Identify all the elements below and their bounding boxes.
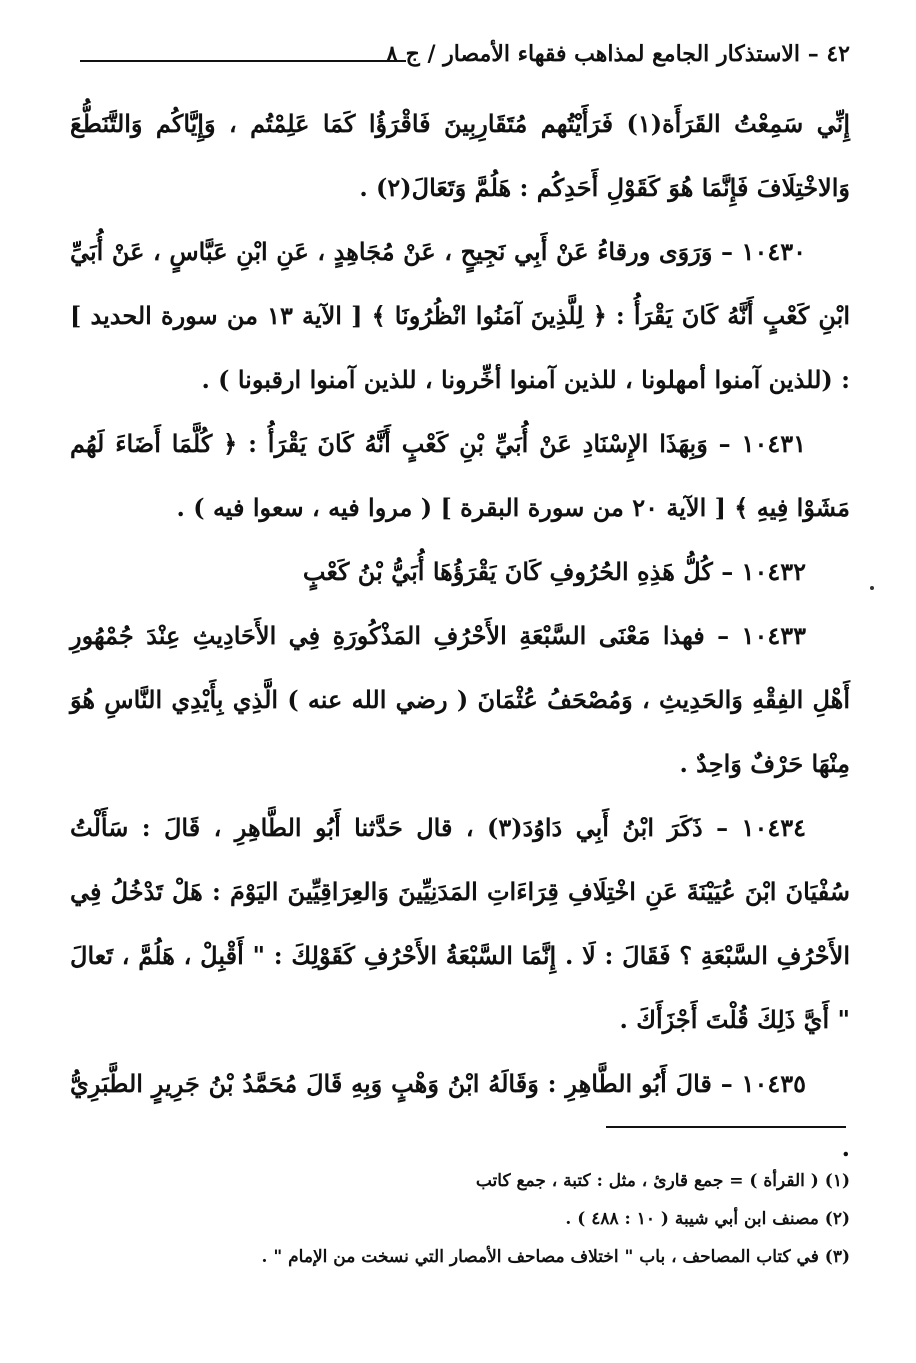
paragraph-10434: ١٠٤٣٤ – ذَكَرَ ابْنُ أَبِي دَاوُدَ(٣) ، قال حَدَّثنا أَبُو الطَّاهِرِ ، قَالَ : سَأَلْتُ سُفْيَانَ ابْنَ عُيَيْنَةَ عَنِ اخْتِلَافِ قِرَاءَاتِ المَدَنِيِّينَ وَالعِرَاقِيِّينَ اليَوْمَ : هَلْ تَدْخُلُ فِي الأَحْرُفِ السَّبْعَةِ ؟ فَقَالَ : لَا . إِنَّمَا السَّبْعَةُ الأَحْرُفِ كَقَوْلِكَ : " أَقْبِلْ ، هَلُمَّ ، تَعالَ " أَيَّ ذَلِكَ قُلْتَ أَجْزَأَكَ .	[70, 813, 850, 1034]
footnote-2: (٢) مصنف ابن أبي شيبة ( ١٠ : ٤٨٨ ) .	[565, 1209, 850, 1229]
footnotes	[70, 1162, 850, 1276]
paragraph-10431: ١٠٤٣١ – وَبِهَذَا الإِسْنَادِ عَنْ أُبَيِّ بْنِ كَعْبٍ أَنَّهُ كَانَ يَقْرَأُ : ﴿ كُلَّمَا أَضَاءَ لَهُم مَشَوْا فِيهِ ﴾ [ الآية ٢٠ من سورة البقرة ] ( مروا فيه ، سعوا فيه ) .	[70, 429, 850, 522]
paragraph-10433: ١٠٤٣٣ – فهذا مَعْنَى السَّبْعَةِ الأَحْرُفِ المَذْكُورَةِ فِي الأَحَادِيثِ عِنْدَ جُمْهُورِ أَهْلِ الفِقْهِ وَالحَدِيثِ ، وَمُصْحَفُ عُثْمَانَ ( رضي الله عنه ) الَّذِي بِأَيْدِي النَّاسِ هُوَ مِنْهَا حَرْفٌ وَاحِدٌ .	[70, 621, 850, 778]
paragraph-continuation: إِنِّي سَمِعْتُ القَرَأَة(١) فَرَأَيْتُهم مُتَقَارِبِينَ فَاقْرَؤُا كَمَا عَلِمْتُم ، وَإِيَّاكُم وَالتَّنَطُّعَ وَالاخْتِلَافَ فَإِنَّمَا هُوَ كَقَوْلِ أَحَدِكُم : هَلُمَّ وَتَعَالَ(٢) .	[70, 109, 850, 202]
paragraph-10430: ١٠٤٣٠ – وَرَوَى ورقاءُ عَنْ أَبِي نَجِيحٍ ، عَنْ مُجَاهِدٍ ، عَنِ ابْنِ عَبَّاسٍ ، عَنْ أُبَيِّ ابْنِ كَعْبٍ أَنَّهُ كَانَ يَقْرَأُ : ﴿ لِلَّذِينَ آمَنُوا انْظُرُونَا ﴾ [ الآية ١٣ من سورة الحديد ] : (للذين آمنوا أمهلونا ، للذين آمنوا أخِّرونا ، للذين آمنوا ارقبونا ) .	[70, 237, 851, 394]
footnote-separator	[606, 1126, 846, 1128]
paragraph-10432: ١٠٤٣٢ – كُلُّ هَذِهِ الحُرُوفِ كَانَ يَقْرَؤُهَا أُبَيُّ بْنُ كَعْبٍ	[302, 557, 806, 586]
paragraph-10435: ١٠٤٣٥ – قالَ أَبُو الطَّاهِرِ : وَقَالَهُ ابْنُ وَهْبٍ وَبِهِ قَالَ مُحَمَّدُ بْنُ جَرِيرٍ الطَّبَرِيُّ .	[70, 1069, 850, 1162]
running-header-title: ٤٢ – الاستذكار الجامع لمذاهب فقهاء الأمصار / ج ٨	[386, 41, 850, 67]
running-header	[80, 34, 850, 74]
main-text	[70, 92, 850, 1180]
margin-mark	[870, 586, 874, 590]
footnote-3: (٣) في كتاب المصاحف ، باب " اختلاف مصاحف الأمصار التي نسخت من الإمام " .	[261, 1247, 850, 1267]
header-rule	[80, 60, 406, 62]
footnote-1: (١) ( القرأة ) = جمع قارئ ، مثل : كتبة ، جمع كاتب	[475, 1171, 850, 1191]
